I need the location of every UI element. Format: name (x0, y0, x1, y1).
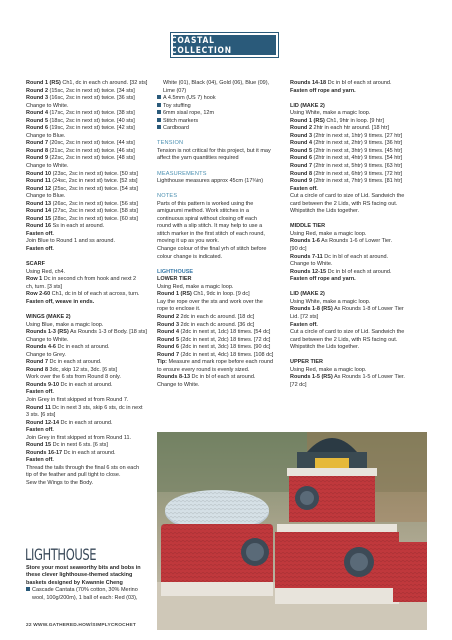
text-line: LOWER TIER (157, 276, 192, 283)
text-line: Rounds 1-8 (RS) As Rounds 1-8 of Lower Tier (290, 306, 404, 313)
round-label: Round 13 (26, 200, 52, 207)
text-line: rope to enclose it. (157, 306, 201, 313)
photo-illustration (157, 432, 427, 630)
text-line: Fasten off rope and yarn. (290, 87, 356, 94)
text-line: Change to White. (290, 261, 333, 268)
text-line: Using Red, make a magic loop. (157, 283, 234, 290)
text-line: Stitch markers (157, 118, 285, 126)
round-label: Round 8 (290, 170, 312, 177)
text-line: Round 1 (RS) Ch1, 9dc in loop. [9 dc] (157, 291, 250, 298)
text-line: Round 4 (2htr in next st, 2htr) 9 times. [36 htr] (290, 140, 403, 147)
text-line: Fasten off. (26, 457, 54, 464)
text-line: Fasten off. (290, 321, 318, 328)
text-line: Whipstitch the Lids together. (290, 344, 360, 351)
text-line: Round 13 (26sc, 2sc in next st) twice. [56 sts] (26, 200, 138, 207)
text-line: Rounds 8-13 Dc in bl of each st around. (157, 374, 256, 381)
text-line: Cut a circle of card to size of Lid. Sandwich the (290, 193, 405, 200)
round-label: Rounds 8-13 (157, 374, 191, 381)
pattern-column-1 (26, 80, 154, 488)
text-line: Rounds 7-11 Dc in bl of each st around. (290, 253, 389, 260)
text-line: Round 4 (2dc in next st, 1dc) 18 times. [54 dc] (157, 329, 271, 336)
text-line: NOTES (157, 193, 178, 200)
lighthouse-baskets-photo (157, 432, 427, 630)
text-line: Round 7 (20sc, 2sc in next st) twice. [44 sts] (26, 140, 135, 147)
pattern-column-2 (157, 80, 285, 389)
round-label: Round 7 (26, 359, 48, 366)
text-line: Round 2 (15sc, 2sc in next st) twice. [34 sts] (26, 87, 135, 94)
round-label: Round 3 (290, 132, 312, 139)
round-label: Round 8 (26, 366, 48, 373)
round-label: Round 3 (26, 95, 48, 102)
text-line: Change to Blue. (26, 132, 66, 139)
text-line: Join Grey in first skipped st from Round 7. (26, 396, 129, 403)
round-label: Round 14 (26, 208, 52, 215)
text-line (290, 216, 426, 224)
text-line: Round 6 (2dc in next st, 3dc) 18 times. [90 dc] (157, 344, 271, 351)
text-line: Using Red, ch4. (26, 268, 66, 275)
text-line: Join Blue to Round 1 and ss around. (26, 238, 115, 245)
text-line: Change to White. (26, 336, 69, 343)
round-label: Round 4 (157, 329, 179, 336)
text-line: baskets designed by Kwannie Cheng (26, 579, 123, 586)
text-line: Thread the tails through the final 6 sts on each (26, 464, 140, 471)
round-label: Rounds 1-3 (RS) (26, 329, 69, 336)
text-line: Round 4 (17sc, 2sc in next st) twice. [38 sts] (26, 110, 135, 117)
round-label: Round 12 (26, 185, 52, 192)
text-line: Fasten off. (26, 389, 54, 396)
text-line: these clever lighthouse-themed stacking (26, 572, 133, 579)
round-label: Rounds 1-8 (RS) (290, 306, 333, 313)
text-line: wool, 100g/200m), 1 ball of each: Red (03), (32, 594, 138, 601)
text-line: Cascade Cantata (70% cotton, 30% Merino (26, 587, 154, 594)
round-label: Round 10 (26, 170, 52, 177)
text-line: card between the 2 Lids, with RS facing out. (290, 200, 398, 207)
round-label: Round 7 (157, 351, 179, 358)
text-line: Tension is not critical for this project, but it may (157, 147, 271, 154)
text-line: card between the 2 Lids, with RS facing out. (290, 336, 398, 343)
round-label: Round 4 (290, 140, 312, 147)
text-line (26, 254, 154, 262)
text-line: Using White, make a magic loop. (290, 110, 371, 117)
text-line: Round 11 Dc in next 3 sts, skip 6 sts, dc in next (26, 404, 143, 411)
section-banner (171, 33, 278, 57)
round-label: Round 2 (157, 313, 179, 320)
text-line: Round 9 (22sc, 2sc in next st) twice. [48 sts] (26, 155, 135, 162)
round-label: Round 7 (26, 140, 48, 147)
round-label: Rounds 1-5 (RS) (290, 374, 333, 381)
text-line: Parts of this pattern is worked using the (157, 200, 254, 207)
text-line: moving it up as you work. (157, 238, 220, 245)
lighthouse-intro (26, 565, 154, 602)
text-line: ch, turn. [3 sts] (26, 283, 63, 290)
round-label: Round 3 (157, 321, 179, 328)
text-line: Round 12 (25sc, 2sc in next st) twice. [54 sts] (26, 185, 138, 192)
text-line: WINGS (MAKE 2) (26, 313, 71, 320)
text-line: Round 7 Dc in each st around. (26, 359, 102, 366)
round-label: Round 4 (26, 110, 48, 117)
round-label: Round 1 (RS) (157, 291, 192, 298)
text-line: Tip: Measure and mark rope before each round (157, 359, 274, 366)
round-label: Round 15 (26, 442, 52, 449)
text-line: Lay the rope over the sts and work over the (157, 298, 263, 305)
text-line: Change to White. (157, 381, 200, 388)
text-line: Fasten off. (26, 246, 54, 253)
section-title: COASTAL COLLECTION (171, 35, 232, 55)
round-label: Rounds 1-6 (290, 238, 320, 245)
text-line: Cut a circle of card to size of Lid. Sandwich the (290, 329, 405, 336)
round-label: Round 6 (290, 155, 312, 162)
text-line: Rounds 1-5 (RS) As Rounds 1-5 of Lower Tier. (290, 374, 405, 381)
round-label: Row 1 (26, 276, 43, 283)
text-line: Round 16 Ss in each st around. (26, 223, 105, 230)
round-label: Round 15 (26, 215, 52, 222)
text-line: Rounds 12-15 Dc in bl of each st around. (290, 268, 392, 275)
text-line: amigurumi method. Work stitches in a (157, 208, 249, 215)
round-label: Round 5 (26, 117, 48, 124)
text-line: [72 dc] (290, 381, 307, 388)
round-label: Row 2-60 (26, 291, 51, 298)
text-line: Round 5 (2htr in next st, 3htr) 9 times. [45 htr] (290, 147, 403, 154)
bullet-square-icon (157, 125, 161, 129)
bullet-square-icon (157, 110, 161, 114)
text-line (157, 163, 285, 171)
round-label: Round 9 (26, 155, 48, 162)
text-line (157, 133, 285, 141)
page-footer: 22 WWW.GATHERED.HOW/SIMPLYCROCHET (26, 623, 137, 628)
text-line: Cardboard (157, 125, 285, 133)
text-line: Rounds 1-3 (RS) As Rounds 1-3 of Body. [18 sts] (26, 329, 147, 336)
text-line: tip of the feather and pull tight to close. (26, 472, 121, 479)
round-label: Round 1 (RS) (26, 80, 61, 86)
text-line: Round 12-14 Dc in each st around. (26, 419, 113, 426)
text-line: Rounds 9-10 Dc in each st around. (26, 381, 113, 388)
round-label: Round 2 (290, 125, 312, 132)
round-label: Rounds 9-10 (26, 381, 60, 388)
text-line: Whipstitch the Lids together. (290, 208, 360, 215)
text-line: Round 7 (2dc in next st, 4dc) 18 times. [108 dc] (157, 351, 274, 358)
text-line: MIDDLE TIER (290, 223, 326, 230)
text-line: Round 15 (28sc, 2sc in next st) twice. [60 sts] (26, 215, 138, 222)
round-label: Round 11 (26, 404, 51, 411)
text-line: UPPER TIER (290, 359, 324, 366)
text-line: Using Red, make a magic loop. (290, 230, 367, 237)
text-line: 6mm sisal rope, 12m (157, 110, 285, 118)
text-line: Round 3 (2htr in next st, 1htr) 9 times. [27 htr] (290, 132, 403, 139)
text-line: Lighthouse measures approx 45cm (17¾in) (157, 178, 264, 185)
text-line: Change to Grey. (26, 351, 66, 358)
text-line: Toy stuffing (157, 103, 285, 111)
text-line: Using White, make a magic loop. (290, 298, 371, 305)
text-line: colour change is indicated. (157, 253, 223, 260)
text-line: Round 5 (18sc, 2sc in next st) twice. [40 sts] (26, 117, 135, 124)
text-line: Change colour of the final yrh of stitch before (157, 246, 267, 253)
round-label: Round 16 (26, 223, 52, 230)
text-line: Round 1 (RS) Ch1, 9htr in loop. [9 htr] (290, 117, 384, 124)
text-line: Change to Blue. (26, 193, 66, 200)
pattern-column-3 (290, 80, 426, 389)
text-line: Round 2 2dc in each dc around. [18 dc] (157, 313, 255, 320)
text-line: Rounds 16-17 Dc in each st around. (26, 449, 116, 456)
round-label: Round 12-14 (26, 419, 60, 426)
text-line: LIGHTHOUSE (157, 268, 194, 275)
text-line: Sew the Wings to the Body. (26, 479, 94, 486)
round-label: Round 5 (157, 336, 179, 343)
round-label: Rounds 4-6 (26, 344, 56, 351)
text-line: Round 7 (2htr in next st, 5htr) 9 times. [63 htr] (290, 163, 403, 170)
text-line: Using Red, make a magic loop. (290, 366, 367, 373)
text-line: continuous spiral without closing off each (157, 215, 257, 222)
text-line: Round 3 2dc in each dc around. [36 dc] (157, 321, 255, 328)
round-label: Round 6 (26, 125, 48, 132)
text-line (157, 186, 285, 194)
text-line: stitch marker in the first stitch of each round, (157, 230, 265, 237)
text-line: Fasten off. (290, 185, 318, 192)
text-line: Round 8 (2htr in next st, 6htr) 9 times. [72 htr] (290, 170, 403, 177)
text-line: Rounds 4-6 Dc in each st around. (26, 344, 110, 351)
text-line (157, 261, 285, 269)
text-line: Round 8 (21sc, 2sc in next st) twice. [46 sts] (26, 147, 135, 154)
text-line: Round 9 (2htr in next st, 7htr) 9 times. [81 htr] (290, 178, 403, 185)
text-line: round with a slip stitch. It may help to use a (157, 223, 263, 230)
text-line (290, 95, 426, 103)
text-line: A 4.5mm (US 7) hook (157, 95, 285, 103)
text-line: Round 6 (19sc, 2sc in next st) twice. [42 sts] (26, 125, 135, 132)
text-line: White (01), Black (04), Gold (06), Blue (09), (163, 80, 270, 86)
text-line: 3 sts. [6 sts] (26, 412, 56, 419)
bullet-square-icon (26, 587, 30, 591)
text-line: Fasten off. (26, 427, 54, 434)
text-line (26, 306, 154, 314)
text-line: Round 5 (2dc in next st, 2dc) 18 times. [72 dc] (157, 336, 271, 343)
text-line: LID (MAKE 2) (290, 291, 325, 298)
text-line: SCARF (26, 261, 45, 268)
text-line: Lime (07) (163, 87, 187, 94)
round-label: Tip: (157, 359, 167, 366)
round-label: Round 5 (290, 147, 312, 154)
bullet-square-icon (157, 103, 161, 107)
round-label: Round 6 (157, 344, 179, 351)
round-label: Round 1 (RS) (290, 117, 325, 124)
text-line: affect the yarn quantities required (157, 155, 239, 162)
text-line: Row 2-60 Ch1, dc in bl of each st across, turn. (26, 291, 140, 298)
round-label: Round 11 (26, 178, 51, 185)
text-line: Fasten off. (26, 230, 54, 237)
round-label: Rounds 12-15 (290, 268, 327, 275)
text-line: MEASUREMENTS (157, 170, 207, 177)
text-line (290, 284, 426, 292)
text-line: Lid. [72 sts] (290, 313, 319, 320)
text-line: Round 8 3dc, skip 12 sts, 3dc. [6 sts] (26, 366, 118, 373)
text-line: Round 11 (24sc, 2sc in next st) twice. [52 sts] (26, 178, 138, 185)
text-line: [90 dc] (290, 246, 307, 253)
bullet-square-icon (157, 95, 161, 99)
bullet-square-icon (157, 118, 161, 122)
text-line: Change to White. (26, 163, 69, 170)
text-line: Round 15 Dc in next 6 sts. [6 sts] (26, 442, 108, 449)
text-line: Round 14 (27sc, 2sc in next st) twice. [58 sts] (26, 208, 138, 215)
text-line (290, 352, 426, 360)
text-line: Rounds 14-18 Dc in bl of each st around. (290, 80, 392, 86)
round-label: Rounds 16-17 (26, 449, 63, 456)
text-line: Round 1 (RS) Ch1, dc in each ch around. [32 sts] (26, 80, 148, 86)
round-label: Round 2 (26, 87, 48, 94)
text-line: Round 10 (23sc, 2sc in next st) twice. [50 sts] (26, 170, 138, 177)
round-label: Round 8 (26, 147, 48, 154)
round-label: Round 7 (290, 163, 312, 170)
lighthouse-title: LIGHTHOUSE (25, 545, 97, 564)
text-line: Join Grey in first skipped st from Round 11. (26, 434, 132, 441)
text-line: Rounds 1-6 As Rounds 1-6 of Lower Tier. (290, 238, 393, 245)
text-line: TENSION (157, 140, 184, 147)
round-label: Round 9 (290, 178, 312, 185)
text-line: Fasten off rope and yarn. (290, 276, 356, 283)
round-label: Rounds 14-18 (290, 80, 327, 86)
text-line: to ensure every round is evenly sized. (157, 366, 250, 373)
text-line: Using Blue, make a magic loop. (26, 321, 104, 328)
text-line: Row 1 Dc in second ch from hook and next 2 (26, 276, 137, 283)
text-line: Round 6 (2htr in next st, 4htr) 9 times. [54 htr] (290, 155, 403, 162)
text-line: Work over the 6 sts from Round 8 only. (26, 374, 121, 381)
text-line: LID (MAKE 2) (290, 102, 325, 109)
text-line: Round 2 2htr in each htr around. [18 htr] (290, 125, 390, 132)
text-line: Fasten off, weave in ends. (26, 298, 95, 305)
text-line: Store your most seaworthy bits and bobs in (26, 565, 141, 571)
text-line: Round 3 (16sc, 2sc in next st) twice. [36 sts] (26, 95, 135, 102)
text-line: Change to White. (26, 102, 69, 109)
round-label: Rounds 7-11 (290, 253, 323, 260)
